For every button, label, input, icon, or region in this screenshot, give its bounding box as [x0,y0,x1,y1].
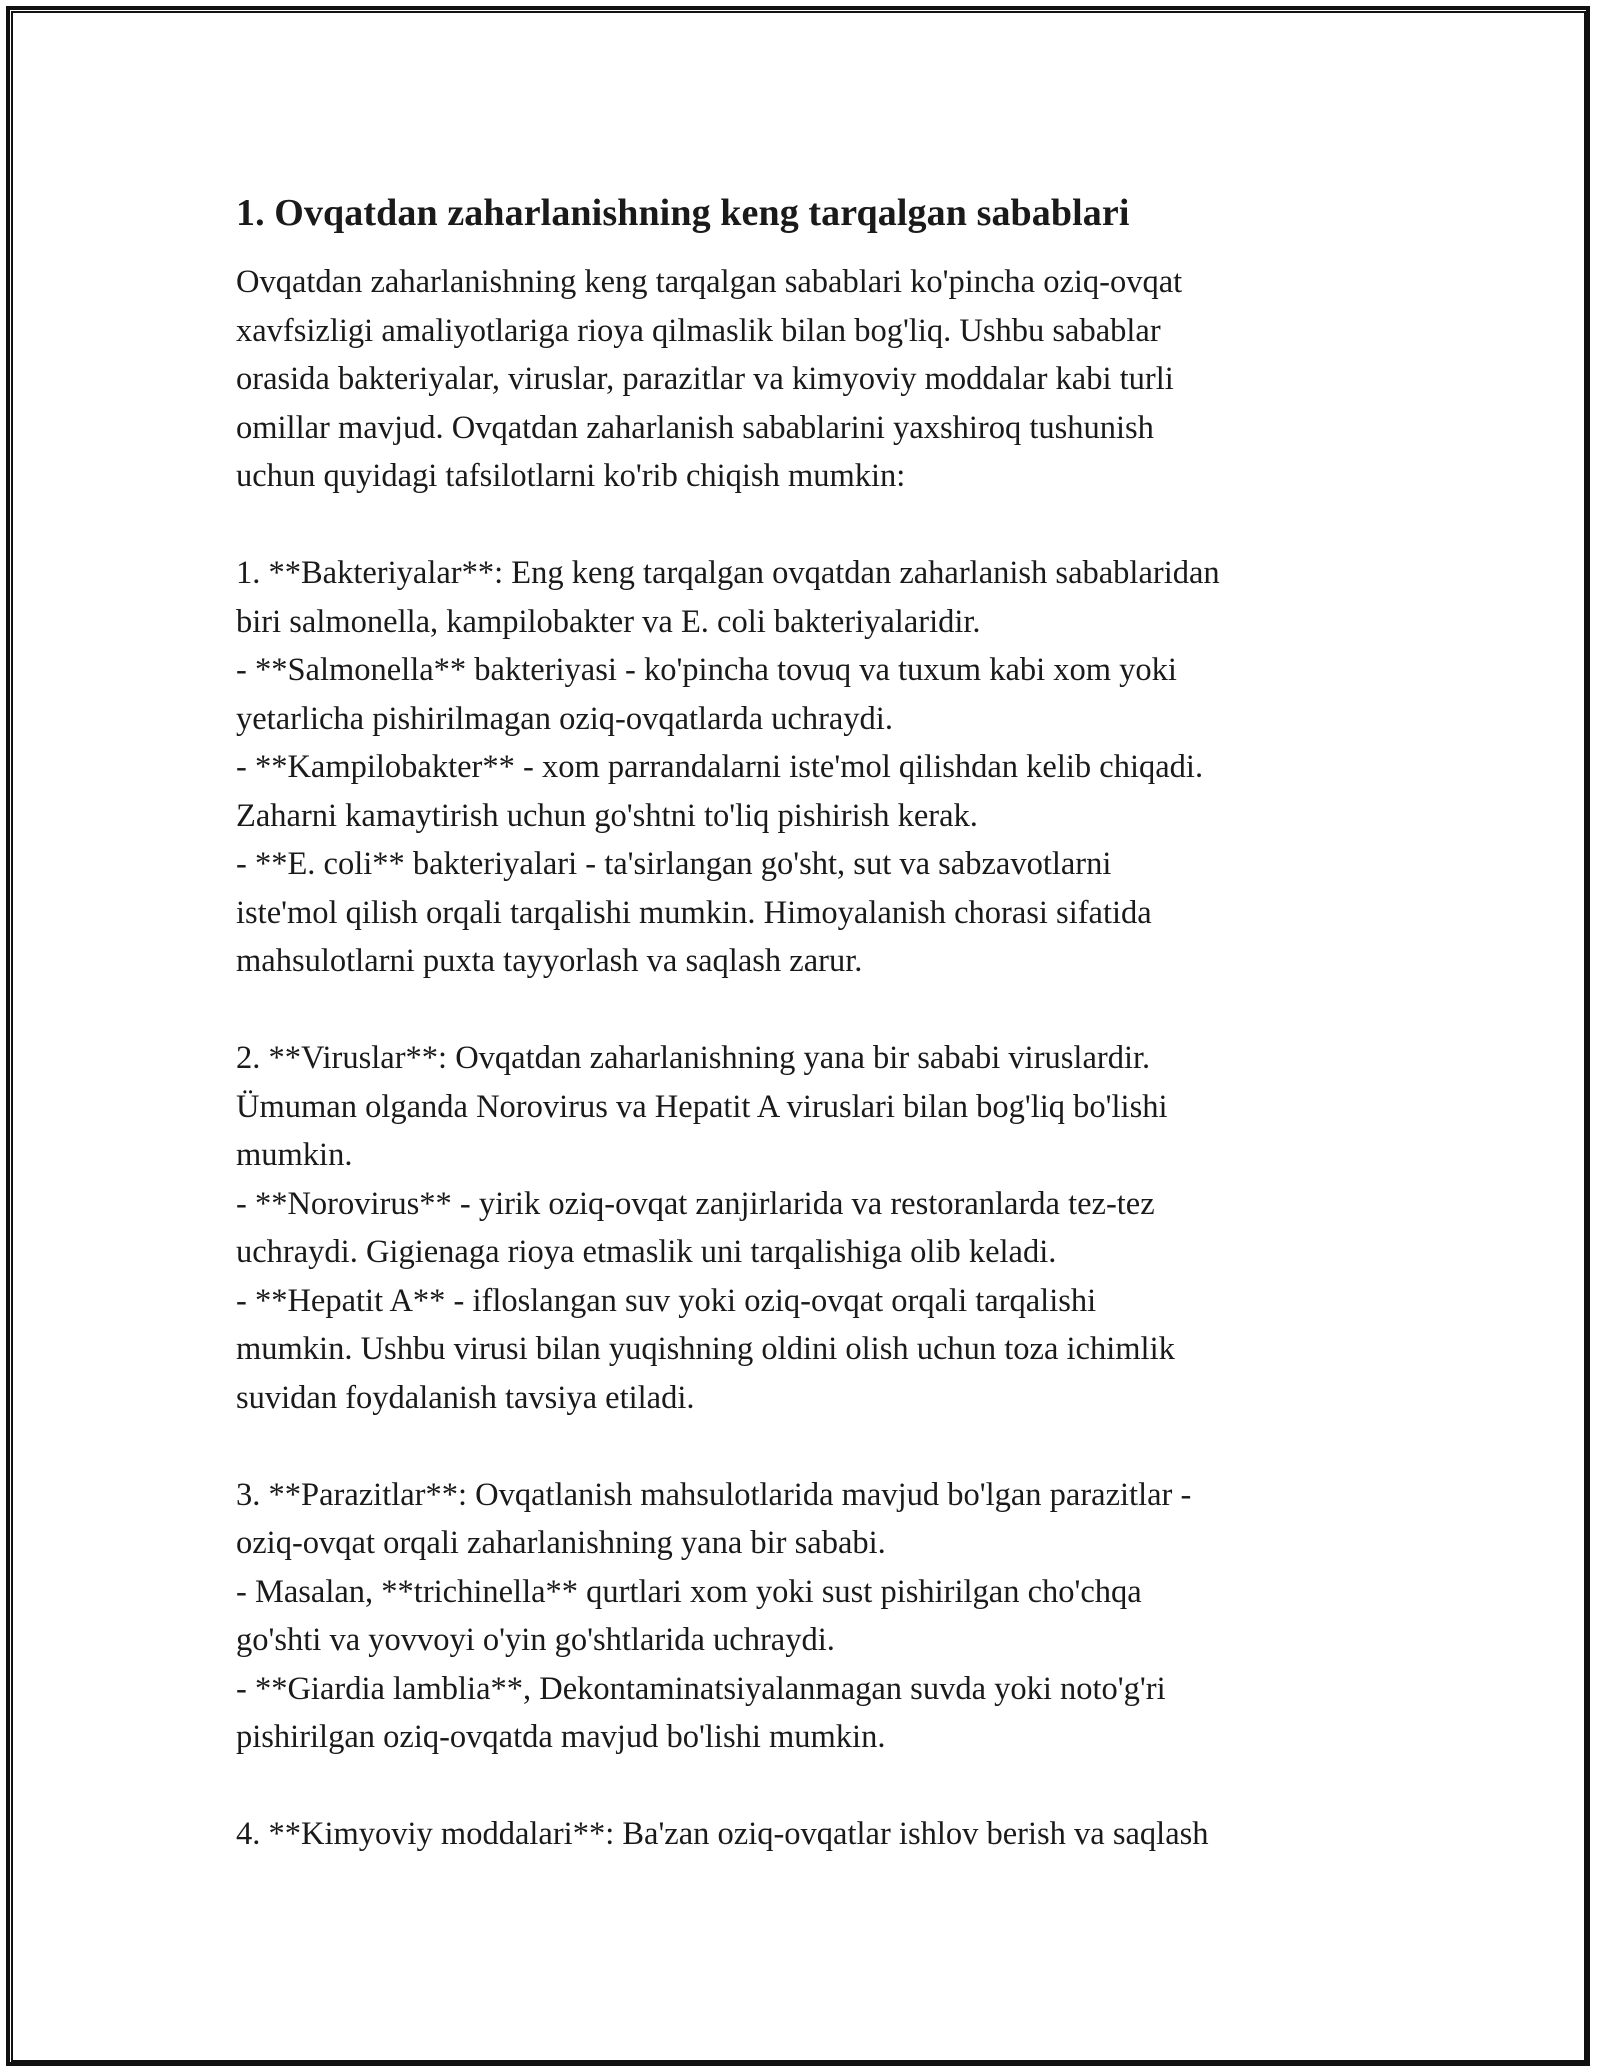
document-title: 1. Ovqatdan zaharlanishning keng tarqalgan sabablari [236,192,1130,234]
document-body: Ovqatdan zaharlanishning keng tarqalgan sabablari ko'pincha oziq-ovqat xavfsizligi amaliyotlariga rioya qilmaslik bilan bog'liq. Ushbu sabablar orasida bakteriyalar, viruslar, parazitlar va kimyoviy moddalar kabi turli omillar mavjud. Ovqatdan zaharlanish sabablarini yaxshiroq tushunish uchun quyidagi tafsilotlarni ko'rib chiqish mumkin: 1. **Bakteriyalar**: Eng keng tarqalgan ovqatdan zaharlanish sabablaridan biri salmonella, kampilobakter va E. coli bakteriyalaridir. - **Salmonella** bakteriyasi - ko'pincha tovuq va tuxum kabi xom yoki yetarlicha pishirilmagan oziq-ovqatlarda uchraydi. - **Kampilobakter** - xom parrandalarni iste'mol qilishdan kelib chiqadi. Zaharni kamaytirish uchun go'shtni to'liq pishirish kerak. - **E. coli** bakteriyalari - ta'sirlangan go'sht, sut va sabzavotlarni iste'mol qilish orqali tarqalishi mumkin. Himoyalanish chorasi sifatida mahsulotlarni puxta tayyorlash va saqlash zarur. 2. **Viruslar**: Ovqatdan zaharlanishning yana bir sababi viruslardir. Ümuman olganda Norovirus va Hepatit A viruslari bilan bog'liq bo'lishi mumkin. - **Norovirus** - yirik oziq-ovqat zanjirlarida va restoranlarda tez-tez uchraydi. Gigienaga rioya etmaslik uni tarqalishiga olib keladi. - **Hepatit A** - ifloslangan suv yoki oziq-ovqat orqali tarqalishi mumkin. Ushbu virusi bilan yuqishning oldini olish uchun toza ichimlik suvidan foydalanish tavsiya etiladi. 3. **Parazitlar**: Ovqatlanish mahsulotlarida mavjud bo'lgan parazitlar - oziq-ovqat orqali zaharlanishning yana bir sababi. - Masalan, **trichinella** qurtlari xom yoki sust pishirilgan cho'chqa go'shti va yovvoyi o'yin go'shtlarida uchraydi. - **Giardia lamblia**, Dekontaminatsiyalanmagan suvda yoki noto'g'ri pishirilgan oziq-ovqatda mavjud bo'lishi mumkin. 4. **Kimyoviy moddalari**: Ba'zan oziq-ovqatlar ishlov berish va saqlash [236,264,1220,1852]
document-page [236,186,1386,1859]
